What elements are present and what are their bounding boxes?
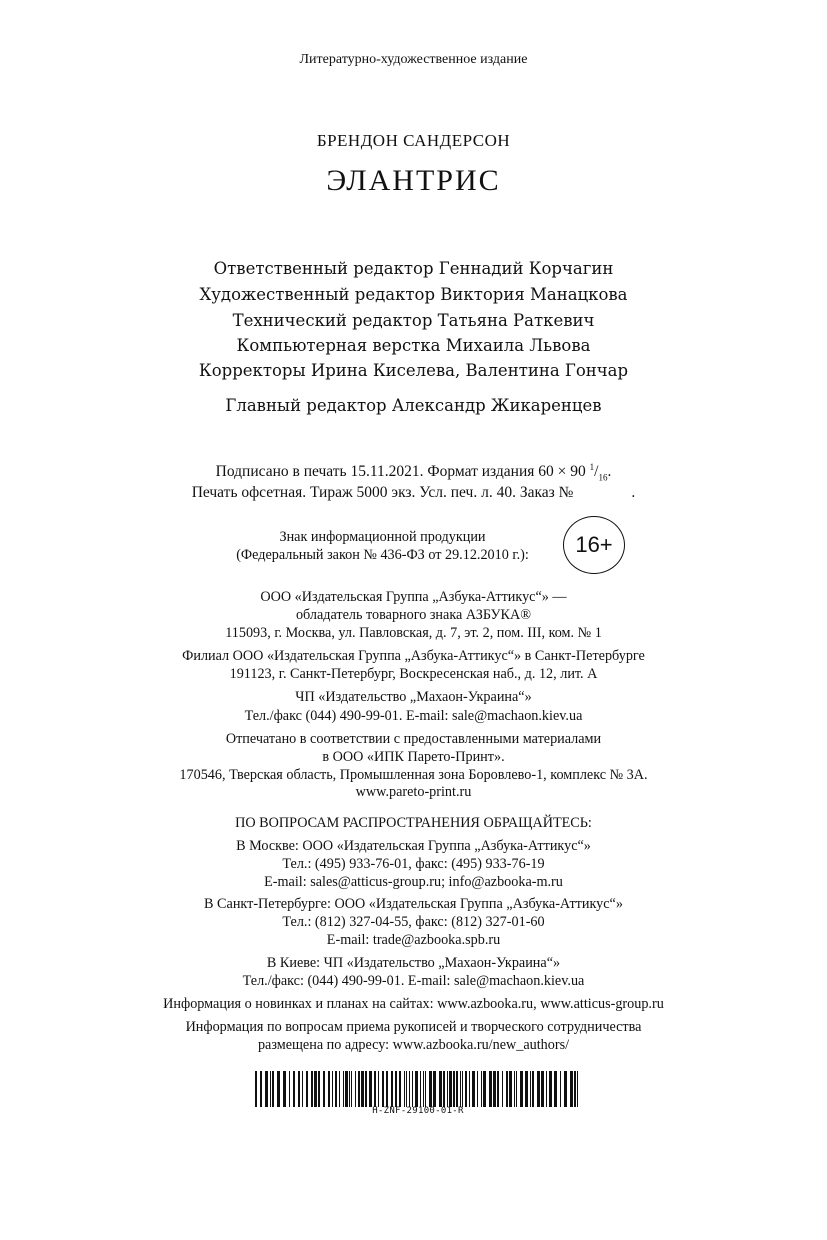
barcode-bar (345, 1071, 348, 1107)
format-denominator: 16 (598, 472, 608, 483)
publisher-line: 115093, г. Москва, ул. Павловская, д. 7, эт. 2, пом. III, ком. № 1 (225, 625, 602, 641)
barcode-bar (406, 1071, 407, 1107)
barcode-bar (472, 1071, 475, 1107)
manuscripts-info: Информация по вопросам приема рукописей и творческого сотрудничества (185, 1019, 642, 1035)
barcode-bar (497, 1071, 499, 1107)
barcode-bar (546, 1071, 547, 1107)
barcode-bar (449, 1071, 452, 1107)
barcode-bar (443, 1071, 445, 1107)
publisher-line: ЧП «Издательство „Махаон-Украина“» (295, 689, 532, 705)
barcode-bar (465, 1071, 467, 1107)
barcode-bar (378, 1071, 379, 1107)
imprint-line-1: Подписано в печать 15.11.2021. Формат издания 60 × 90 $^1/_{16}$. (215, 462, 612, 483)
barcode-bar (395, 1071, 397, 1107)
publisher-line: Тел./факс (044) 490-99-01. E-mail: sale@machaon.kiev.ua (244, 708, 583, 724)
barcode-bar (493, 1071, 496, 1107)
barcode-bar (423, 1071, 424, 1107)
imprint-dot: . (607, 463, 612, 481)
manuscripts-info: размещена по адресу: www.azbooka.ru/new_authors/ (257, 1037, 570, 1053)
barcode-bar (564, 1071, 567, 1107)
barcode-bar (541, 1071, 544, 1107)
barcode-bar (404, 1071, 405, 1107)
distribution-line: E-mail: trade@azbooka.spb.ru (326, 932, 501, 948)
barcode-bar (355, 1071, 356, 1107)
publisher-line: 191123, г. Санкт-Петербург, Воскресенская наб., д. 12, лит. А (229, 666, 598, 682)
barcode-bar (302, 1071, 303, 1107)
barcode-bar (361, 1071, 364, 1107)
barcode-bar (433, 1071, 436, 1107)
author-name: БРЕНДОН САНДЕРСОН (316, 131, 511, 150)
age-label-line: (Федеральный закон № 436-ФЗ от 29.12.2010 г.): (236, 547, 529, 563)
barcode-bar (265, 1071, 268, 1107)
barcode-bar (570, 1071, 573, 1107)
barcode-bar (462, 1071, 463, 1107)
barcode-bar (520, 1071, 523, 1107)
credit-line: Технический редактор Татьяна Раткевич (232, 311, 595, 330)
barcode-bar (323, 1071, 325, 1107)
publisher-line: обладатель товарного знака АЗБУКА® (295, 607, 532, 623)
barcode-bar (456, 1071, 458, 1107)
barcode-bar (382, 1071, 384, 1107)
distribution-heading: ПО ВОПРОСАМ РАСПРОСТРАНЕНИЯ ОБРАЩАЙТЕСЬ: (235, 815, 592, 831)
book-title: ЭЛАНТРИС (326, 164, 501, 197)
publisher-line: Отпечатано в соответствии с предоставленными материалами (225, 731, 602, 747)
age-rating-label (210, 528, 555, 564)
barcode-bar (502, 1071, 503, 1107)
barcode-bar (481, 1071, 482, 1107)
credit-line: Художественный редактор Виктория Манацкова (199, 285, 628, 304)
barcode-label: H-ZNF-29100-01-R (372, 1106, 464, 1116)
barcode-bar (429, 1071, 432, 1107)
barcode-bar (277, 1071, 280, 1107)
distribution-line: E-mail: sales@atticus-group.ru; info@azbooka-m.ru (264, 874, 563, 890)
barcode-bar (577, 1071, 578, 1107)
imprint-text: Печать офсетная. Тираж 5000 экз. Усл. печ. л. 40. Заказ № (191, 484, 574, 501)
barcode-bar (318, 1071, 320, 1107)
barcode-bar (272, 1071, 274, 1107)
publisher-line: в ООО «ИПК Парето-Принт». (322, 749, 505, 765)
barcode-bar (460, 1071, 461, 1107)
barcode-bar (358, 1071, 360, 1107)
barcode-bar (574, 1071, 576, 1107)
barcode-bar (314, 1071, 317, 1107)
barcode-bar (560, 1071, 561, 1107)
credit-line: Компьютерная верстка Михаила Львова (236, 336, 591, 355)
imprint-line-2 (0, 484, 827, 502)
distribution-line: В Москве: ООО «Издательская Группа „Азбука-Аттикус“» (236, 838, 591, 854)
publisher-line: 170546, Тверская область, Промышленная зона Боровлево-1, комплекс № 3А. (179, 767, 648, 783)
barcode-bar (260, 1071, 262, 1107)
distribution-line: Тел.: (495) 933-76-01, факс: (495) 933-76-19 (282, 856, 545, 872)
barcode-bar (293, 1071, 295, 1107)
barcode-bar (469, 1071, 470, 1107)
barcode-bar (453, 1071, 455, 1107)
barcode-bar (514, 1071, 515, 1107)
barcode-bar (386, 1071, 388, 1107)
barcode-bar (391, 1071, 393, 1107)
barcode-bar (409, 1071, 410, 1107)
age-label-line: Знак информационной продукции (279, 529, 486, 545)
barcode-bar (369, 1071, 372, 1107)
credit-line: Корректоры Ирина Киселева, Валентина Гончар (198, 361, 629, 380)
barcode-bar (335, 1071, 337, 1107)
barcode (253, 1071, 583, 1107)
age-rating-badge: 16+ (563, 516, 625, 574)
barcode-bar (399, 1071, 401, 1107)
barcode-bar (365, 1071, 367, 1107)
barcode-bar (530, 1071, 531, 1107)
barcode-bar (255, 1071, 257, 1107)
credit-line: Ответственный редактор Геннадий Корчагин (213, 259, 614, 278)
barcode-bar (351, 1071, 352, 1107)
publisher-line: ООО «Издательская Группа „Азбука-Аттикус“» — (260, 589, 567, 605)
barcode-bar (509, 1071, 512, 1107)
barcode-bar (270, 1071, 271, 1107)
barcode-bar (425, 1071, 426, 1107)
barcode-bar (483, 1071, 486, 1107)
distribution-line: Тел./факс: (044) 490-99-01. E-mail: sale@machaon.kiev.ua (242, 973, 585, 989)
barcode-bar (349, 1071, 350, 1107)
distribution-line: Тел.: (812) 327-04-55, факс: (812) 327-01-60 (282, 914, 545, 930)
barcode-bar (489, 1071, 492, 1107)
barcode-bar (532, 1071, 534, 1107)
chief-editor: Главный редактор Александр Жикаренцев (225, 396, 602, 415)
barcode-bar (525, 1071, 528, 1107)
barcode-bar (447, 1071, 448, 1107)
barcode-bar (328, 1071, 330, 1107)
edition-type: Литературно-художественное издание (299, 52, 528, 67)
barcode-bar (311, 1071, 313, 1107)
barcode-bar (339, 1071, 340, 1107)
barcode-bar (420, 1071, 421, 1107)
imprint-text: Подписано в печать 15.11.2021. Формат издания 60 × 90 (215, 463, 586, 481)
barcode-bar (415, 1071, 418, 1107)
barcode-bar (477, 1071, 478, 1107)
publisher-line: Филиал ООО «Издательская Группа „Азбука-Аттикус“» в Санкт-Петербурге (182, 648, 645, 664)
barcode-bar (412, 1071, 413, 1107)
imprint-dot: . (631, 484, 636, 501)
distribution-line: В Санкт-Петербурге: ООО «Издательская Группа „Азбука-Аттикус“» (204, 896, 623, 912)
barcode-bar (506, 1071, 508, 1107)
barcode-bar (549, 1071, 552, 1107)
barcode-bar (343, 1071, 344, 1107)
barcode-bar (516, 1071, 517, 1107)
barcode-bar (298, 1071, 300, 1107)
barcode-bar (332, 1071, 333, 1107)
barcode-bar (554, 1071, 557, 1107)
format-numerator: 1 (589, 462, 595, 472)
barcode-bar (537, 1071, 540, 1107)
barcode-bar (283, 1071, 286, 1107)
barcode-bar (289, 1071, 290, 1107)
barcode-bar (374, 1071, 376, 1107)
publisher-line: www.pareto-print.ru (355, 784, 472, 800)
info-sites: Информация о новинках и планах на сайтах: www.azbooka.ru, www.atticus-group.ru (163, 996, 664, 1012)
barcode-bar (306, 1071, 308, 1107)
distribution-line: В Киеве: ЧП «Издательство „Махаон-Украина“» (266, 955, 561, 971)
barcode-bar (439, 1071, 442, 1107)
